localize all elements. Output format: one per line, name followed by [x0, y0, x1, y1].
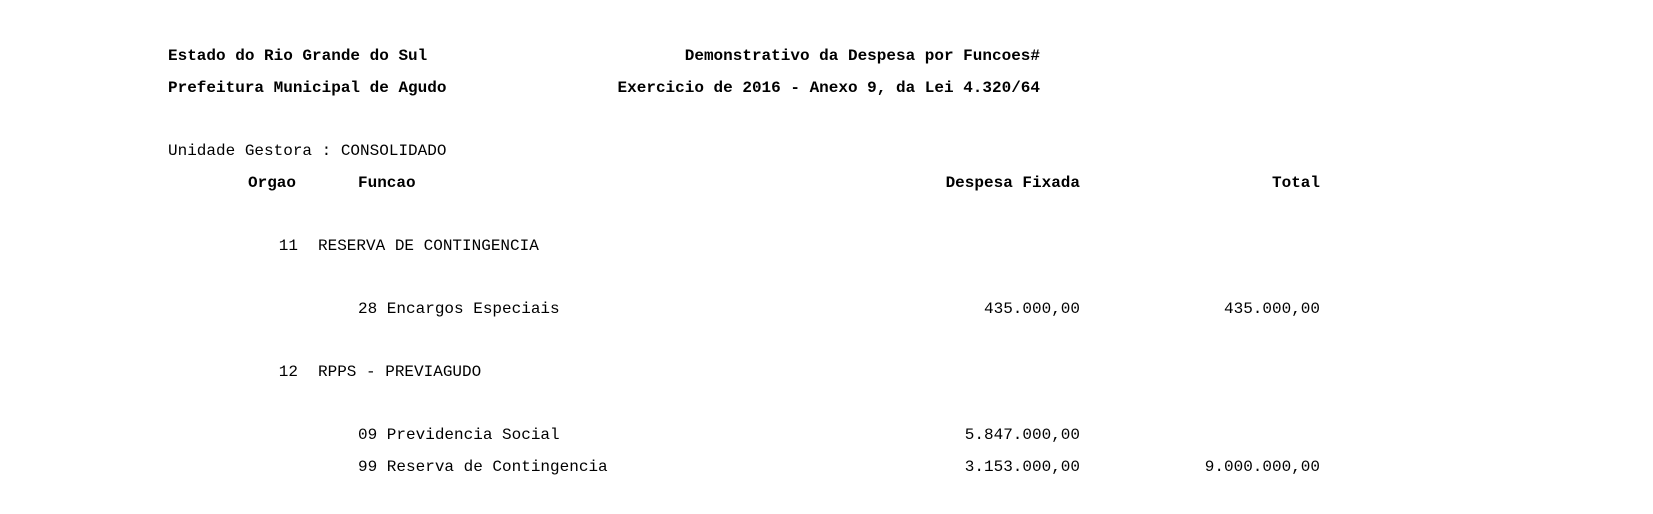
- column-header-total: Total: [1271, 174, 1320, 192]
- column-header-funcao: Funcao: [358, 174, 416, 192]
- orgao-name: RESERVA DE CONTINGENCIA: [318, 237, 539, 255]
- report-subtitle: Exercicio de 2016 - Anexo 9, da Lei 4.320/64: [617, 79, 1040, 97]
- orgao-code: 11: [278, 237, 298, 255]
- funcao-despesa-value: 5.847.000,00: [964, 426, 1080, 444]
- funcao-label: 99 Reserva de Contingencia: [358, 458, 608, 476]
- funcao-despesa-value: 435.000,00: [983, 300, 1080, 318]
- orgao-name: RPPS - PREVIAGUDO: [318, 363, 482, 381]
- report-title: Demonstrativo da Despesa por Funcoes#: [684, 47, 1040, 65]
- municipality-name: Prefeitura Municipal de Agudo: [168, 79, 447, 97]
- funcao-total-value: 9.000.000,00: [1204, 458, 1320, 476]
- managing-unit: Unidade Gestora : CONSOLIDADO: [168, 142, 447, 160]
- column-header-orgao: Orgao: [248, 174, 297, 192]
- state-name: Estado do Rio Grande do Sul: [168, 47, 428, 65]
- funcao-total-value: 435.000,00: [1223, 300, 1320, 318]
- funcao-label: 09 Previdencia Social: [358, 426, 560, 444]
- column-header-despesa: Despesa Fixada: [945, 174, 1080, 192]
- funcao-label: 28 Encargos Especiais: [358, 300, 560, 318]
- funcao-despesa-value: 3.153.000,00: [964, 458, 1080, 476]
- orgao-code: 12: [278, 363, 298, 381]
